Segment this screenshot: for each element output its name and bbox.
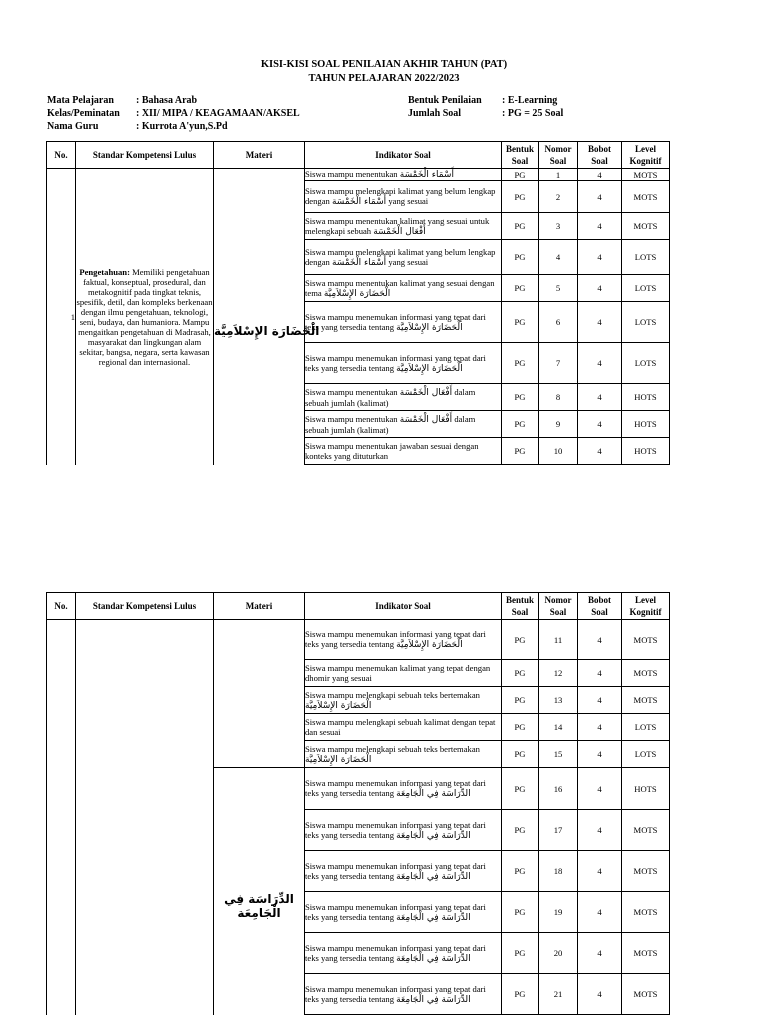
row-number: 1	[47, 169, 76, 465]
bobot-soal-cell: 4	[578, 240, 622, 275]
jumlah-value: : PG = 25 Soal	[502, 108, 564, 119]
indikator-cell	[305, 714, 502, 741]
bobot-soal-cell: 4	[578, 714, 622, 741]
indikator-arabic-term: أَسْمَاء الْخَمْسَة	[331, 197, 387, 207]
indikator-text: Siswa mampu menentukan kalimat yang sesuai untuk melengkapi sebuah	[305, 215, 490, 236]
indikator-arabic-term: الْحَضَارَة الإِسْلاَمِيَّة	[396, 640, 463, 650]
indikator-arabic-term: أَسْمَاء الْخَمْسَة	[399, 170, 454, 180]
mapel-label: Mata Pelajaran	[47, 95, 114, 106]
table-row	[47, 620, 670, 660]
bentuk-soal-cell: PG	[502, 181, 539, 213]
indikator-cell	[305, 851, 502, 892]
indikator-text-after: dalam sebuah jumlah (kalimat)	[305, 386, 476, 408]
level-kognitif-cell: LOTS	[622, 343, 670, 384]
guru-label: Nama Guru	[47, 121, 99, 132]
bentuk-soal-cell: PG	[502, 933, 539, 974]
nomor-soal-cell: 5	[539, 275, 578, 302]
indikator-text: Siswa mampu menemukan informasi yang tepat dari teks yang tersedia tentang	[305, 629, 486, 649]
col-bobot: Bobot Soal	[578, 142, 622, 169]
indikator-arabic-term: أَفْعَال الْخَمْسَة	[399, 414, 453, 425]
indikator-text: Siswa mampu menemukan informasi yang tepat dari teks yang tersedia tentang	[305, 860, 486, 881]
level-kognitif-cell: MOTS	[622, 620, 670, 660]
nomor-soal-cell: 2	[539, 181, 578, 213]
indikator-text: Siswa mampu menentukan	[305, 386, 398, 397]
level-kognitif-cell: LOTS	[622, 275, 670, 302]
nomor-soal-cell: 11	[539, 620, 578, 660]
level-kognitif-cell: HOTS	[622, 438, 670, 465]
level-kognitif-cell: LOTS	[622, 240, 670, 275]
bentuk-soal-cell: PG	[502, 302, 539, 343]
indikator-text: Siswa mampu menemukan informasi yang tepat dari teks yang tersedia tentang	[305, 778, 486, 798]
nomor-soal-cell: 13	[539, 687, 578, 714]
col-level: Level Kognitif	[622, 142, 670, 169]
indikator-arabic-term: الدِّرَاسَة فِي الْجَامِعَة	[396, 994, 471, 1005]
bobot-soal-cell: 4	[578, 438, 622, 465]
indikator-arabic-term: الْحَضَارَة الإِسْلاَمِيَّة	[396, 363, 463, 374]
nomor-soal-cell: 14	[539, 714, 578, 741]
col-level: Level Kognitif	[622, 593, 670, 620]
level-kognitif-cell: LOTS	[622, 714, 670, 741]
indikator-text: Siswa mampu melengkapi kalimat yang belum lengkap dengan	[305, 246, 496, 267]
indikator-text: Siswa mampu menentukan kalimat yang sesuai dengan tema	[305, 277, 495, 298]
indikator-text: Siswa mampu menemukan informasi yang tepat dari teks yang tersedia tentang	[305, 983, 486, 1004]
indikator-cell	[305, 411, 502, 438]
bobot-soal-cell: 4	[578, 768, 622, 810]
bobot-soal-cell: 4	[578, 687, 622, 714]
bobot-soal-cell: 4	[578, 275, 622, 302]
col-no: No.	[47, 593, 76, 620]
col-no: No.	[47, 142, 76, 169]
bentuk-soal-cell: PG	[502, 768, 539, 810]
skl-heading: Pengetahuan:	[79, 266, 130, 277]
bentuk-soal-cell: PG	[502, 213, 539, 240]
indikator-cell	[305, 768, 502, 810]
indikator-arabic-term: الْحَضَارَة الإِسْلاَمِيَّة	[396, 322, 463, 333]
bobot-soal-cell: 4	[578, 302, 622, 343]
indikator-cell	[305, 438, 502, 465]
level-kognitif-cell: MOTS	[622, 687, 670, 714]
nomor-soal-cell: 3	[539, 213, 578, 240]
bentuk-soal-cell: PG	[502, 384, 539, 411]
col-skl: Standar Kompetensi Lulus	[76, 593, 214, 620]
level-kognitif-cell: HOTS	[622, 411, 670, 438]
indikator-text: Siswa mampu menemukan informasi yang tepat dari teks yang tersedia tentang	[305, 819, 486, 840]
col-indikator: Indikator Soal	[305, 593, 502, 620]
bentuk-soal-cell: PG	[502, 438, 539, 465]
indikator-arabic-term: أَفْعَال الْخَمْسَة	[399, 387, 453, 398]
level-kognitif-cell: LOTS	[622, 741, 670, 768]
indikator-text: Siswa mampu menemukan informasi yang tepat dari teks yang tersedia tentang	[305, 352, 486, 373]
nomor-soal-cell: 15	[539, 741, 578, 768]
indikator-cell	[305, 933, 502, 974]
level-kognitif-cell: MOTS	[622, 933, 670, 974]
indikator-arabic-term: الدِّرَاسَة فِي الْجَامِعَة	[396, 912, 471, 923]
indikator-arabic-term: الْحَضَارَة الإِسْلاَمِيَّة	[305, 754, 372, 765]
col-indikator: Indikator Soal	[305, 142, 502, 169]
level-kognitif-cell: HOTS	[622, 768, 670, 810]
indikator-cell	[305, 741, 502, 768]
indikator-text: Siswa mampu menentukan	[305, 169, 398, 179]
level-kognitif-cell: MOTS	[622, 974, 670, 1015]
guru-value: : Kurrota A'yun,S.Pd	[136, 121, 228, 132]
indikator-text-after: yang sesuai	[386, 256, 429, 267]
nomor-soal-cell: 1	[539, 169, 578, 181]
kisi-table-1	[46, 141, 670, 465]
bentuk-soal-cell: PG	[502, 169, 539, 181]
indikator-text: Siswa mampu menemukan informasi yang tepat dari teks yang tersedia tentang	[305, 901, 486, 922]
indikator-cell	[305, 620, 502, 660]
indikator-text: Siswa mampu menentukan	[305, 413, 398, 424]
bentuk-soal-cell: PG	[502, 687, 539, 714]
nomor-soal-cell: 4	[539, 240, 578, 275]
nomor-soal-cell: 17	[539, 810, 578, 851]
indikator-arabic-term: الدِّرَاسَة فِي الْجَامِعَة	[396, 789, 471, 799]
indikator-text: Siswa mampu melengkapi sebuah teks bertemakan	[305, 689, 480, 700]
level-kognitif-cell: MOTS	[622, 213, 670, 240]
indikator-cell	[305, 384, 502, 411]
bentuk-soal-cell: PG	[502, 741, 539, 768]
bentuk-soal-cell: PG	[502, 275, 539, 302]
indikator-text: Siswa mampu menemukan informasi yang tepat dari teks yang tersedia tentang	[305, 942, 486, 963]
indikator-cell	[305, 892, 502, 933]
kelas-value: : XII/ MIPA / KEAGAMAAN/AKSEL	[136, 108, 300, 119]
bobot-soal-cell: 4	[578, 741, 622, 768]
nomor-soal-cell: 12	[539, 660, 578, 687]
bobot-soal-cell: 4	[578, 660, 622, 687]
indikator-cell	[305, 810, 502, 851]
skl-cell	[76, 169, 214, 465]
bentuk-value: : E-Learning	[502, 95, 558, 106]
level-kognitif-cell: MOTS	[622, 810, 670, 851]
row-number	[47, 620, 76, 1015]
col-nomor: Nomor Soal	[539, 593, 578, 620]
level-kognitif-cell: MOTS	[622, 660, 670, 687]
mapel-value: : Bahasa Arab	[136, 95, 198, 106]
document-title: KISI-KISI SOAL PENILAIAN AKHIR TAHUN (PAT)	[260, 59, 508, 70]
indikator-cell	[305, 343, 502, 384]
indikator-cell	[305, 974, 502, 1015]
bobot-soal-cell: 4	[578, 620, 622, 660]
indikator-cell	[305, 181, 502, 213]
indikator-arabic-term: الْحَضَارَة الإِسْلاَمِيَّة	[323, 288, 391, 299]
materi-cell	[214, 620, 305, 768]
col-bentuk: Bentuk Soal	[502, 593, 539, 620]
bobot-soal-cell: 4	[578, 933, 622, 974]
col-materi: Materi	[214, 593, 305, 620]
bobot-soal-cell: 4	[578, 974, 622, 1015]
skl-cell	[76, 620, 214, 1015]
indikator-cell	[305, 213, 502, 240]
col-nomor: Nomor Soal	[539, 142, 578, 169]
col-bobot: Bobot Soal	[578, 593, 622, 620]
level-kognitif-cell: MOTS	[622, 169, 670, 181]
materi-cell: الْحَضَارَة الإِسْلاَمِيَّة	[214, 169, 305, 465]
nomor-soal-cell: 9	[539, 411, 578, 438]
level-kognitif-cell: HOTS	[622, 384, 670, 411]
bentuk-soal-cell: PG	[502, 620, 539, 660]
indikator-arabic-term: الدِّرَاسَة فِي الْجَامِعَة	[396, 953, 471, 964]
indikator-text: Siswa mampu melengkapi kalimat yang belum lengkap dengan	[305, 186, 496, 206]
level-kognitif-cell: MOTS	[622, 851, 670, 892]
level-kognitif-cell: MOTS	[622, 181, 670, 213]
bobot-soal-cell: 4	[578, 181, 622, 213]
indikator-text: Siswa mampu menentukan jawaban sesuai dengan konteks yang dituturkan	[305, 441, 479, 461]
bentuk-label: Bentuk Penilaian	[408, 95, 482, 106]
indikator-text: Siswa mampu menemukan kalimat yang tepat dengan dhomir yang sesuai	[305, 663, 491, 683]
kelas-label: Kelas/Peminatan	[47, 108, 120, 119]
nomor-soal-cell: 10	[539, 438, 578, 465]
bobot-soal-cell: 4	[578, 810, 622, 851]
indikator-cell	[305, 302, 502, 343]
indikator-text: Siswa mampu menemukan informasi yang tepat dari teks yang tersedia tentang	[305, 311, 486, 332]
bentuk-soal-cell: PG	[502, 240, 539, 275]
nomor-soal-cell: 6	[539, 302, 578, 343]
col-bentuk: Bentuk Soal	[502, 142, 539, 169]
indikator-cell	[305, 169, 502, 181]
bobot-soal-cell: 4	[578, 384, 622, 411]
nomor-soal-cell: 18	[539, 851, 578, 892]
jumlah-label: Jumlah Soal	[408, 108, 462, 119]
level-kognitif-cell: LOTS	[622, 302, 670, 343]
nomor-soal-cell: 8	[539, 384, 578, 411]
materi-cell: الدِّرَاسَة فِي الْجَامِعَة	[214, 768, 305, 1015]
indikator-arabic-term: الدِّرَاسَة فِي الْجَامِعَة	[396, 830, 471, 841]
bobot-soal-cell: 4	[578, 169, 622, 181]
col-skl: Standar Kompetensi Lulus	[76, 142, 214, 169]
nomor-soal-cell: 20	[539, 933, 578, 974]
indikator-arabic-term: أَسْمَاء الْخَمْسَة	[331, 257, 387, 268]
bentuk-soal-cell: PG	[502, 714, 539, 741]
nomor-soal-cell: 7	[539, 343, 578, 384]
bentuk-soal-cell: PG	[502, 810, 539, 851]
indikator-arabic-term: الْحَضَارَة الإِسْلاَمِيَّة	[305, 700, 372, 711]
bentuk-soal-cell: PG	[502, 343, 539, 384]
bobot-soal-cell: 4	[578, 411, 622, 438]
bobot-soal-cell: 4	[578, 213, 622, 240]
indikator-arabic-term: الدِّرَاسَة فِي الْجَامِعَة	[396, 871, 471, 882]
level-kognitif-cell: MOTS	[622, 892, 670, 933]
indikator-text: Siswa mampu melengkapi sebuah teks bertemakan	[305, 743, 480, 754]
bentuk-soal-cell: PG	[502, 892, 539, 933]
indikator-arabic-term: أَفْعَال الْخَمْسَة	[373, 226, 426, 237]
nomor-soal-cell: 21	[539, 974, 578, 1015]
bobot-soal-cell: 4	[578, 343, 622, 384]
indikator-text: Siswa mampu melengkapi sebuah kalimat dengan tepat dan sesuai	[305, 717, 496, 737]
col-materi: Materi	[214, 142, 305, 169]
skl-description: Memiliki pengetahuan faktual, konseptual, prosedural, dan metakognitif pada tingkat teknis, spesifik, detil, dan kompleks berkenaan dengan ilmu pengetahuan, teknologi, seni, budaya, dan humaniora. Mampu mengaitkan pengetahuan di Madrasah, masyarakat dan lingkungan alam sekitar, bangsa, negara, serta kawasan regional dan internasional.	[76, 266, 213, 367]
indikator-cell	[305, 687, 502, 714]
indikator-cell	[305, 240, 502, 275]
bobot-soal-cell: 4	[578, 851, 622, 892]
bentuk-soal-cell: PG	[502, 851, 539, 892]
table-row	[47, 169, 670, 181]
bentuk-soal-cell: PG	[502, 974, 539, 1015]
bentuk-soal-cell: PG	[502, 660, 539, 687]
indikator-text-after: dalam sebuah jumlah (kalimat)	[305, 413, 476, 435]
bentuk-soal-cell: PG	[502, 411, 539, 438]
indikator-cell	[305, 275, 502, 302]
indikator-text-after: yang sesuai	[386, 196, 429, 206]
nomor-soal-cell: 19	[539, 892, 578, 933]
indikator-cell	[305, 660, 502, 687]
nomor-soal-cell: 16	[539, 768, 578, 810]
bobot-soal-cell: 4	[578, 892, 622, 933]
kisi-table-2	[46, 592, 670, 1015]
document-subtitle: TAHUN PELAJARAN 2022/2023	[308, 73, 460, 84]
